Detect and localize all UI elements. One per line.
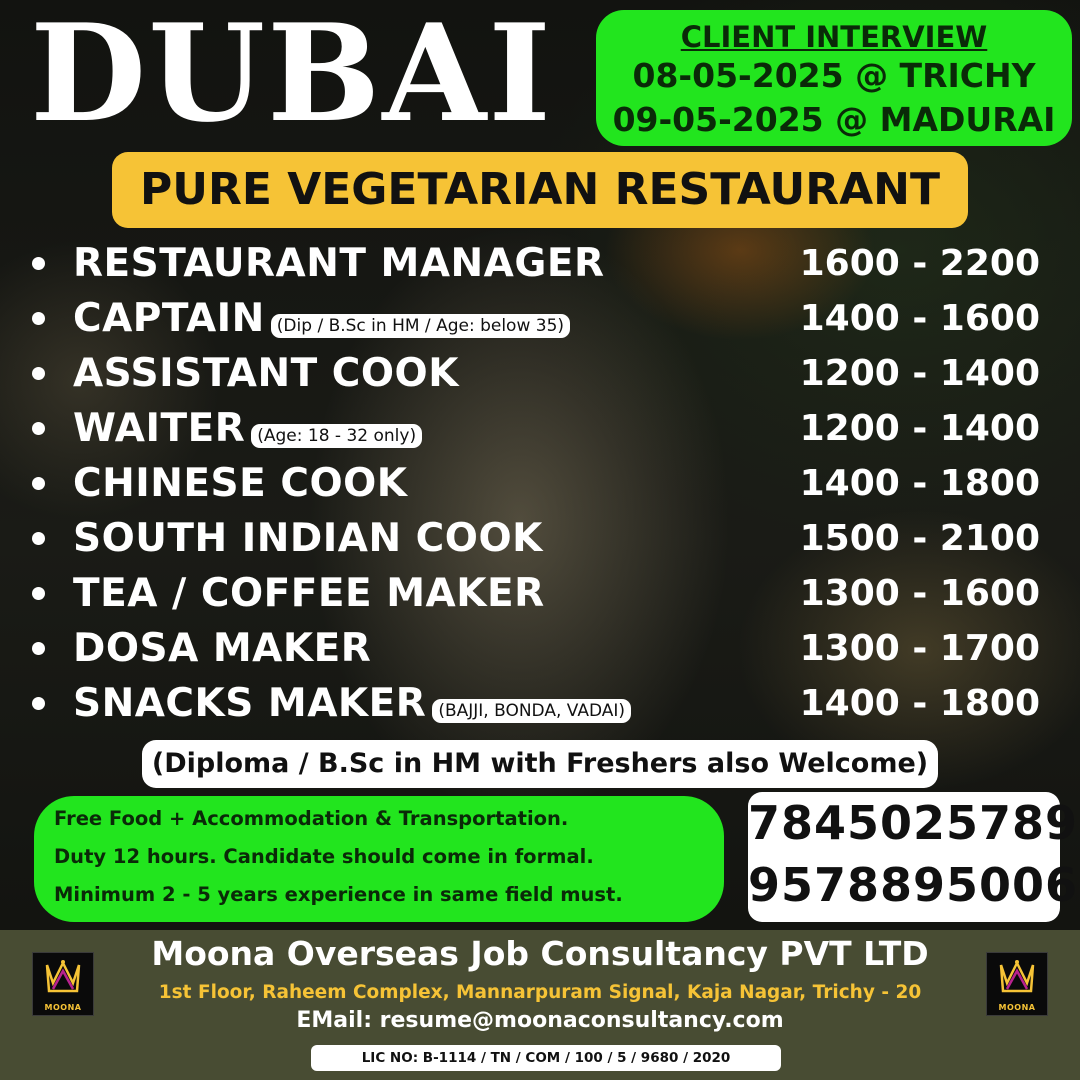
job-item-snacks-maker [32,676,1052,731]
bullet-icon [32,312,45,325]
job-title: ASSISTANT COOK [73,351,459,396]
benefit-line: Duty 12 hours. Candidate should come in formal. [54,845,594,868]
logo-text: MOONA [998,1003,1036,1012]
bullet-icon [32,422,45,435]
bullet-icon [32,367,45,380]
job-item-tea-coffee-maker [32,566,1052,621]
job-list [32,236,1052,731]
job-requirement-note: (Age: 18 - 32 only) [251,424,422,448]
job-salary: 1400 - 1800 [799,463,1040,504]
freshers-welcome-note: (Diploma / B.Sc in HM with Freshers also Welcome) [142,740,938,788]
benefit-line: Free Food + Accommodation & Transportation. [54,807,569,830]
bullet-icon [32,587,45,600]
company-email: EMail: resume@moonaconsultancy.com [296,1008,784,1033]
job-title: SOUTH INDIAN COOK [73,516,543,561]
job-title: SNACKS MAKER [73,681,427,726]
job-salary: 1200 - 1400 [799,353,1040,394]
job-title: WAITER [73,406,246,451]
job-salary: 1500 - 2100 [799,518,1040,559]
job-title: CAPTAIN [73,296,265,341]
job-item-waiter [32,401,1052,456]
benefits-box [34,796,724,922]
phone-number: 7845025789 [748,796,1079,850]
job-item-dosa-maker [32,621,1052,676]
job-salary: 1400 - 1600 [799,298,1040,339]
job-salary: 1200 - 1400 [799,408,1040,449]
job-salary: 1300 - 1600 [799,573,1040,614]
restaurant-type-banner: PURE VEGETARIAN RESTAURANT [112,152,968,228]
client-interview-box [596,10,1072,146]
logo-text: MOONA [44,1003,82,1012]
job-salary: 1300 - 1700 [799,628,1040,669]
job-item-south-indian-cook [32,511,1052,566]
job-salary: 1600 - 2200 [799,243,1040,284]
bullet-icon [32,532,45,545]
job-requirement-note: (BAJJI, BONDA, VADAI) [432,699,631,723]
license-number: LIC NO: B-1114 / TN / COM / 100 / 5 / 9680 / 2020 [311,1045,781,1071]
job-title: TEA / COFFEE MAKER [73,571,545,616]
job-item-assistant-cook [32,346,1052,401]
job-requirement-note: (Dip / B.Sc in HM / Age: below 35) [271,314,570,338]
headline: DUBAI [30,0,553,152]
phone-number: 9578895006 [748,858,1079,912]
bullet-icon [32,477,45,490]
interview-date-madurai: 09-05-2025 @ MADURAI [612,100,1056,139]
bullet-icon [32,642,45,655]
job-title: CHINESE COOK [73,461,408,506]
job-title: RESTAURANT MANAGER [73,241,605,286]
company-name: Moona Overseas Job Consultancy PVT LTD [151,934,929,973]
job-title: DOSA MAKER [73,626,372,671]
interview-date-trichy: 08-05-2025 @ TRICHY [632,56,1036,95]
job-item-captain [32,291,1052,346]
bullet-icon [32,257,45,270]
interview-title: CLIENT INTERVIEW [680,20,988,54]
contact-phones-box [748,792,1079,922]
job-salary: 1400 - 1800 [799,683,1040,724]
job-item-restaurant-manager [32,236,1052,291]
bullet-icon [32,697,45,710]
company-address: 1st Floor, Raheem Complex, Mannarpuram Signal, Kaja Nagar, Trichy - 20 [158,982,922,1003]
benefit-line: Minimum 2 - 5 years experience in same field must. [54,883,623,906]
job-item-chinese-cook [32,456,1052,511]
